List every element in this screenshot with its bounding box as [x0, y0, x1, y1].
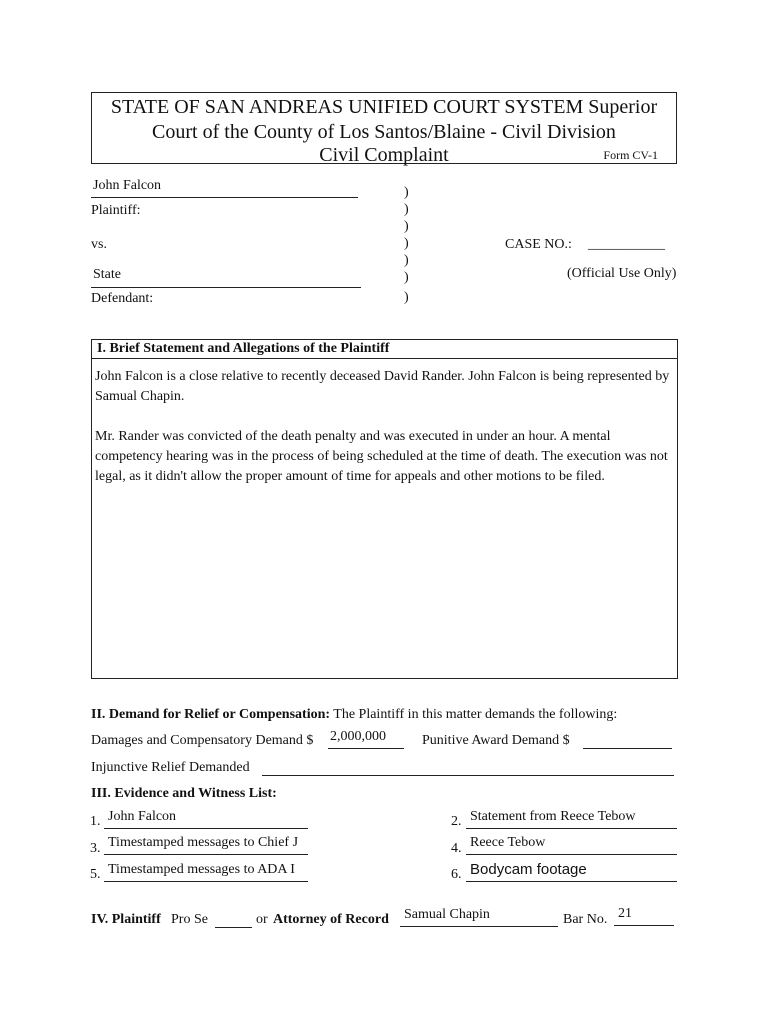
relief-heading-row	[91, 707, 617, 723]
attorney-field[interactable]	[400, 906, 558, 927]
attorney-label: Attorney of Record	[273, 912, 389, 927]
pro-se-field[interactable]	[215, 907, 252, 928]
plaintiff-label: Plaintiff:	[91, 203, 141, 218]
evidence-value: Reece Tebow	[470, 835, 546, 850]
pro-se-label: Pro Se	[171, 912, 208, 927]
caption-paren: )	[404, 236, 409, 251]
plaintiff-heading: IV. Plaintiff	[91, 912, 161, 927]
injunctive-label: Injunctive Relief Demanded	[91, 760, 250, 775]
header-line-2: Court of the County of Los Santos/Blaine - Civil Division	[152, 121, 616, 143]
caption-paren: )	[404, 185, 409, 200]
statement-paragraph: Mr. Rander was convicted of the death penalty and was executed in under an hour. A mental competency hearing was in the process of being scheduled at the time of death. The execution was not legal, as it didn't allow the proper amount of time for appeals and other motions to be filed.	[95, 429, 668, 484]
statement-section	[91, 339, 678, 679]
injunctive-field[interactable]	[262, 755, 674, 776]
evidence-field-5[interactable]	[104, 861, 308, 882]
damages-value: 2,000,000	[330, 729, 386, 744]
plaintiff-name-underline	[91, 197, 358, 198]
evidence-field-1[interactable]	[104, 808, 308, 829]
defendant-name-field[interactable]: State	[93, 267, 121, 282]
bar-no-value: 21	[618, 906, 632, 921]
injunctive-value	[262, 756, 266, 771]
caption-paren: )	[404, 253, 409, 268]
or-label: or	[256, 912, 268, 927]
form-header	[91, 92, 677, 164]
attorney-value: Samual Chapin	[404, 907, 490, 922]
case-no-field[interactable]: ___________	[588, 237, 665, 252]
evidence-value: Bodycam footage	[470, 861, 587, 878]
caption-paren: )	[404, 202, 409, 217]
evidence-number: 6.	[451, 867, 462, 882]
evidence-field-3[interactable]	[104, 834, 308, 855]
evidence-field-2[interactable]	[466, 808, 677, 829]
punitive-value	[583, 729, 587, 744]
vs-label: vs.	[91, 237, 107, 252]
caption-paren: )	[404, 219, 409, 234]
evidence-value: Statement from Reece Tebow	[470, 809, 636, 824]
case-no-label: CASE NO.:	[505, 237, 572, 252]
evidence-heading: III. Evidence and Witness List:	[91, 786, 277, 801]
evidence-field-4[interactable]	[466, 834, 677, 855]
statement-heading: I. Brief Statement and Allegations of the Plaintiff	[92, 340, 677, 359]
relief-intro: The Plaintiff in this matter demands the following:	[333, 707, 618, 722]
header-line-1: STATE OF SAN ANDREAS UNIFIED COURT SYSTEM Superior	[110, 96, 658, 118]
caption-paren: )	[404, 290, 409, 305]
evidence-field-6[interactable]	[466, 860, 677, 882]
header-line-3: Civil Complaint	[319, 144, 449, 166]
evidence-value: Timestamped messages to ADA I	[108, 862, 295, 877]
statement-paragraph: John Falcon is a close relative to recently deceased David Rander. John Falcon is being represented by Samual Chapin.	[95, 369, 670, 404]
evidence-value: Timestamped messages to Chief J	[108, 835, 299, 850]
damages-label: Damages and Compensatory Demand $	[91, 733, 314, 748]
evidence-number: 4.	[451, 841, 462, 856]
damages-field[interactable]	[328, 728, 404, 749]
form-number: Form CV-1	[603, 148, 658, 162]
defendant-label: Defendant:	[91, 291, 154, 306]
evidence-number: 5.	[90, 867, 101, 882]
evidence-number: 1.	[90, 814, 101, 829]
plaintiff-name-field[interactable]: John Falcon	[93, 178, 162, 193]
official-use-label: (Official Use Only)	[567, 266, 677, 281]
bar-no-label: Bar No.	[563, 912, 608, 927]
evidence-number: 2.	[451, 814, 462, 829]
relief-heading: II. Demand for Relief or Compensation:	[91, 707, 331, 722]
defendant-name-underline	[91, 287, 361, 288]
punitive-field[interactable]	[583, 728, 672, 749]
bar-no-field[interactable]	[614, 905, 674, 926]
punitive-label: Punitive Award Demand $	[422, 733, 570, 748]
caption-paren: )	[404, 270, 409, 285]
statement-text-area[interactable]	[95, 367, 670, 507]
evidence-value: John Falcon	[108, 809, 177, 824]
evidence-number: 3.	[90, 841, 101, 856]
